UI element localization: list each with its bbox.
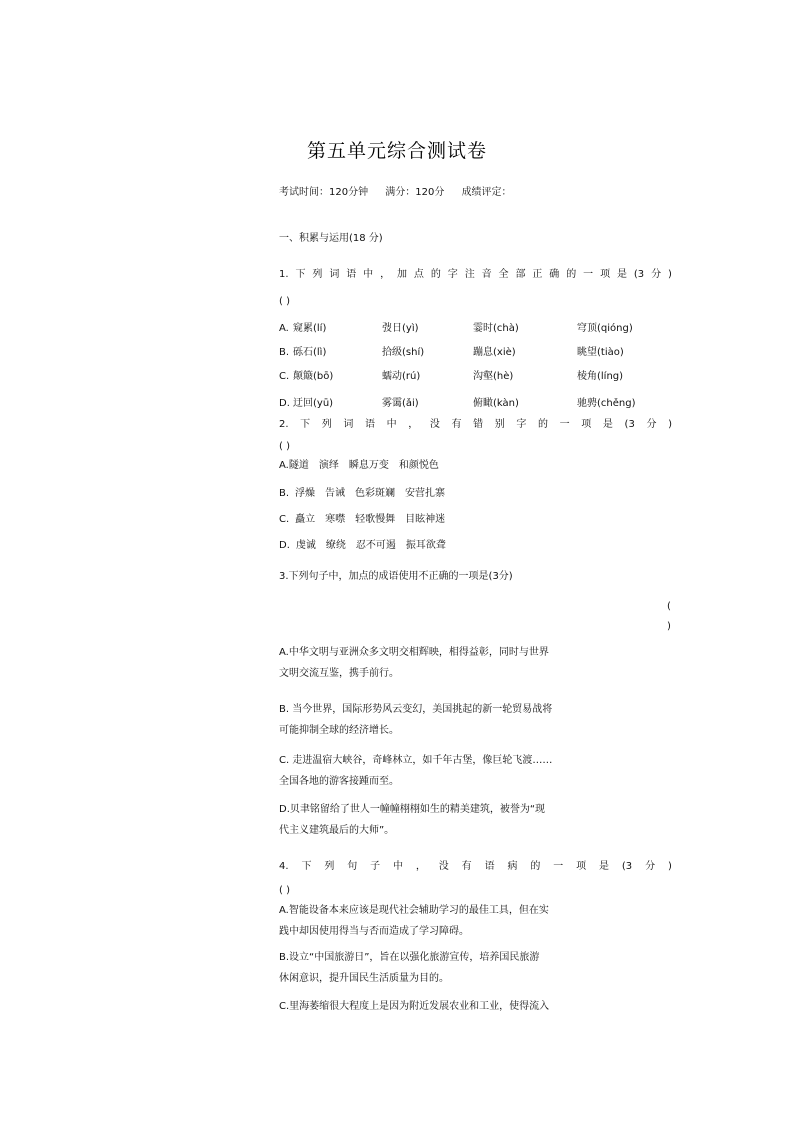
option-text: 践中却因使用得当与否而造成了学习障碍。 (279, 926, 469, 937)
q3-bracket-close: ) (667, 621, 671, 632)
option-word: 和颜悦色 (398, 460, 439, 471)
q2-answer-bracket: ( ) (279, 441, 290, 452)
stem-char: 语 (346, 269, 357, 280)
option-text: A.中华文明与亚洲众多文明交相辉映，相得益彰，同时与世界 (279, 647, 549, 658)
list-item (279, 487, 455, 501)
stem-char: 部 (515, 269, 526, 280)
list-item (279, 539, 456, 553)
q4-answer-bracket: ( ) (279, 885, 290, 896)
stem-char: 项 (600, 269, 611, 280)
q3-bracket-open: ( (667, 601, 671, 612)
option-word: 俯瞰(kàn) (473, 398, 519, 409)
stem-char: 字 (447, 269, 458, 280)
option-word: 告诫 (325, 488, 346, 499)
option-word: 沟壑(hè) (473, 371, 514, 382)
stem-char: 分 (651, 269, 662, 280)
option-word: 拾级(shí) (382, 347, 425, 358)
stem-char: 中 (393, 861, 403, 872)
option-word: 虔诚 (295, 540, 316, 551)
stem-char: 病 (507, 861, 518, 872)
stem-char: 一 (553, 861, 564, 872)
option-word: 雾霭(ǎi) (382, 398, 419, 409)
option-text: 代主义建筑最后的大师”。 (279, 825, 395, 836)
option-word: 眺望(tiào) (577, 347, 624, 358)
option-text: 全国各地的游客接踵而至。 (279, 776, 399, 787)
option-word: 浮燥 (295, 488, 316, 499)
option-word: 蠕动(rú) (382, 371, 421, 382)
exam-full-score: 满分：120分 (385, 187, 445, 198)
option-word: 隧道 (288, 460, 309, 471)
stem-char: 确 (549, 269, 560, 280)
stem-char: (3 (633, 269, 645, 280)
option-text: D.贝聿铭留给了世人一幢幢栩栩如生的精美建筑，被誉为“现 (279, 804, 546, 815)
stem-char: 全 (498, 269, 509, 280)
stem-char: 项 (581, 419, 592, 430)
option-word: 振耳欲聋 (405, 540, 446, 551)
stem-char: 的 (566, 269, 577, 280)
option-word: 目眩神迷 (405, 514, 446, 525)
page-title: 第五单元综合测试卷 (306, 140, 487, 162)
stem-char: 一 (583, 269, 594, 280)
stem-char: 列 (324, 861, 335, 872)
option-word: 演绎 (318, 460, 339, 471)
section-heading: 一、积累与运用(18 分) (279, 233, 383, 244)
stem-char: 语 (365, 419, 376, 430)
stem-char: 中 (386, 419, 397, 430)
stem-char: 词 (343, 419, 354, 430)
option-word: 穹顶(qióng) (577, 323, 633, 334)
option-label: C. (279, 514, 290, 525)
option-label: A. (279, 323, 289, 334)
stem-char: 字 (516, 419, 527, 430)
stem-char: 分 (645, 861, 656, 872)
stem-char: ， (408, 419, 419, 430)
option-text: 可能抑制全球的经济增长。 (279, 725, 399, 736)
exam-info (279, 186, 526, 200)
q3-stem: 3.下列句子中，加点的成语使用不正确的一项是(3分) (279, 571, 513, 582)
option-label: A. (279, 460, 289, 471)
list-item (279, 513, 455, 527)
stem-char: 4. (279, 861, 289, 872)
option-label: D. (279, 540, 290, 551)
option-text: C.里海萎缩很大程度上是因为附近发展农业和工业，使得流入 (279, 1001, 550, 1012)
stem-char: 别 (494, 419, 505, 430)
stem-char: (3 (624, 419, 635, 430)
option-word: 迂回(yū) (293, 398, 334, 409)
stem-char: 一 (559, 419, 570, 430)
stem-char: 是 (616, 269, 627, 280)
stem-char: ， (380, 269, 391, 280)
option-text: B. 当今世界，国际形势风云变幻，美国挑起的新一轮贸易战将 (279, 704, 553, 715)
stem-char: ) (668, 419, 672, 430)
stem-char: 2. (279, 419, 289, 430)
stem-char: 点 (413, 269, 424, 280)
stem-char: 是 (602, 419, 613, 430)
exam-grade: 成绩评定： (461, 187, 512, 198)
stem-char: 下 (300, 419, 311, 430)
stem-char: 加 (397, 269, 407, 280)
option-word: 棱角(líng) (577, 371, 624, 382)
option-word: 寒噤 (325, 514, 346, 525)
stem-char: 下 (295, 269, 306, 280)
stem-char: 句 (347, 861, 358, 872)
option-word: 霎时(chà) (473, 323, 519, 334)
option-word: 砾石(lì) (293, 347, 327, 358)
stem-char: (3 (621, 861, 633, 872)
stem-char: 分 (646, 419, 657, 430)
stem-char: ， (415, 861, 426, 872)
stem-char: 注 (464, 269, 475, 280)
option-text: 文明交流互鉴，携手前行。 (279, 668, 399, 679)
option-label: C. (279, 371, 290, 382)
stem-char: ) (667, 861, 672, 872)
stem-char: 中 (363, 269, 374, 280)
option-text: 休闲意识，提升国民生活质量为目的。 (279, 973, 449, 984)
stem-char: 列 (312, 269, 323, 280)
list-item (279, 459, 449, 473)
stem-char: 词 (329, 269, 340, 280)
option-word: 驰骋(chěng) (577, 398, 636, 409)
option-word: 蹦息(xiè) (473, 347, 516, 358)
option-word: 窥累(lí) (293, 323, 327, 334)
q2-stem (279, 418, 672, 432)
stem-char: 子 (370, 861, 381, 872)
option-word: 颠簸(bō) (293, 371, 334, 382)
stem-char: 下 (301, 861, 312, 872)
q1-answer-bracket: ( ) (279, 296, 290, 307)
option-word: 缭绕 (325, 540, 346, 551)
stem-char: 的 (530, 861, 541, 872)
stem-char: 的 (538, 419, 549, 430)
stem-char: 没 (429, 419, 440, 430)
stem-char: 没 (438, 861, 449, 872)
q1-stem (279, 268, 672, 282)
option-word: 色彩斑斓 (355, 488, 396, 499)
option-word: 瞬息万变 (348, 460, 389, 471)
stem-char: 语 (484, 861, 495, 872)
option-text: B.设立“中国旅游日”，旨在以强化旅游宣传，培养国民旅游 (279, 952, 540, 963)
option-word: 矗立 (295, 514, 316, 525)
stem-char: 是 (599, 861, 610, 872)
option-label: D. (279, 398, 290, 409)
stem-char: 音 (481, 269, 492, 280)
option-word: 忍不可遏 (355, 540, 396, 551)
q4-stem (279, 860, 672, 874)
option-word: 弢日(yì) (382, 323, 419, 334)
stem-char: 错 (473, 419, 484, 430)
stem-char: 有 (461, 861, 472, 872)
stem-char: 的 (430, 269, 441, 280)
option-word: 轻歌慢舞 (355, 514, 396, 525)
stem-char: ) (668, 269, 672, 280)
stem-char: 有 (451, 419, 462, 430)
exam-time: 考试时间：120分钟 (279, 187, 369, 198)
stem-char: 项 (576, 861, 587, 872)
option-label: B. (279, 488, 290, 499)
option-text: C. 走进温宿大峡谷，奇峰林立，如千年古堡，像巨轮飞渡…… (279, 755, 553, 766)
option-label: B. (279, 347, 290, 358)
option-text: A.智能设备本来应该是现代社会辅助学习的最佳工具，但在实 (279, 905, 549, 916)
stem-char: 列 (321, 419, 332, 430)
stem-char: 正 (532, 269, 543, 280)
stem-char: 1. (279, 269, 289, 280)
option-word: 安营扎寨 (405, 488, 446, 499)
